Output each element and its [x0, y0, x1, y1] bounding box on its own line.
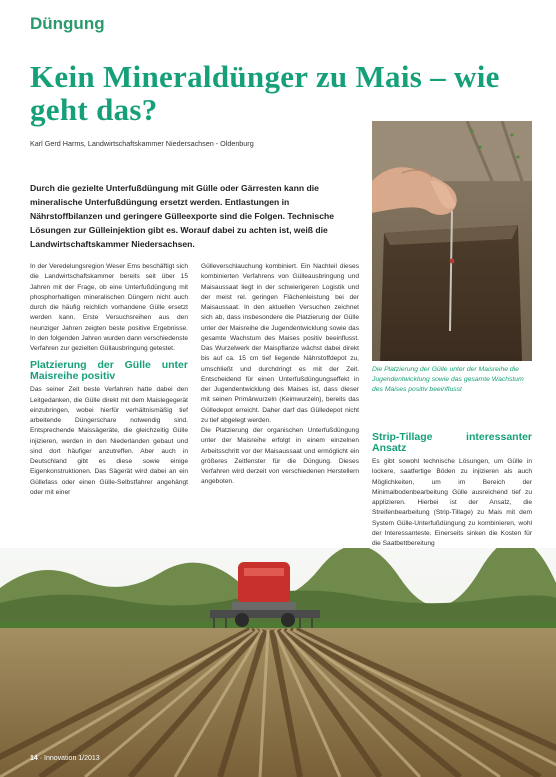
photo-caption: Die Platzierung der Gülle unter der Maisreihe die Jugendentwicklung sowie das gesamte Wachstum des Maises positiv beeinflusst: [372, 366, 524, 393]
column-3-paragraph-1: Es gibt sowohl technische Lösungen, um Gülle in lockere, saatfertige Böden zu injizieren als auch Möglichkeiten, um im Bereich der Minimalbodenbearbeitung Gülle ausreichend tief zu applizieren. Hierbei ist der Ansatz, die Streifenbearbeitung (Strip-Tillage) zu Mais mit dem System Gülle-Unterfußdüngung zu kombinieren, wohl der Interessanteste. Einerseits sinken die Kosten für die Saatbettbereitung: [372, 458, 532, 547]
column-2: [201, 262, 359, 488]
section-tag: Düngung: [30, 14, 105, 33]
page-footer: 14 · Innovation 1/2013: [30, 755, 100, 762]
magazine-issue: Innovation 1/2013: [44, 755, 100, 762]
column-2-paragraph-1: Gülleverschlauchung kombiniert. Ein Nachteil dieses kombinierten Verfahrens von Gülleausbringung und Maisaussaat liegt in der schwierigeren Logistik und der meist rel. geringen Flächenleistung bei der Maisaussaat. In den aktuellen Versuchen zeichnet sich ab, dass insbesondere die Platzierung der Gülle unter der Maisreihe die Jugendentwicklung sowie das gesamte Wachstum des Maises positiv beeinflusst. Das Wurzelwerk der Maispflanze wächst dabei direkt bis auf ca. 15 cm tief liegende Nährstoffdepot zu, umschließt und durchdringt es mit der Zeit. Entscheidend für einen Unterfußdüngungseffekt in der Jugendentwicklung des Maises ist, dass dieser mit seinen Primärwurzeln (Keimwurzeln), bereits das Gülledepot erreicht. Daher darf das Gülledepot nicht zu tief abgelegt werden.: [201, 263, 359, 424]
subheading-strip-tillage: Strip-Tillage interessanter Ansatz: [372, 431, 532, 454]
column-1-paragraph-1: In der Veredelungsregion Weser Ems beschäftigt sich die Landwirtschaftskammer bereits seit über 15 Jahren mit der Frage, ob eine Unterfußdüngung mit phosphorhaltigen mineralischen Düngern nicht auch durch die häufig reichlich vorhandene Gülle ersetzt werden kann. Erste Versuchsreihen aus den neunziger Jahren zeigten beste positive Ergebnisse. In den folgenden Jahren wurden dann verschiedenste Verfahren zur gezielten Güllausbringung getestet.: [30, 263, 188, 352]
column-2-paragraph-2: Die Platzierung der organischen Unterfußdüngung unter der Maisreihe erfolgt in einem einzelnen Arbeitsschritt vor der Maisaussaat und ermöglicht ein größeres Zeitfenster für die Düngung. Dieses Verfahren wird derzeit von verschiedenen Herstellern angeboten.: [201, 427, 359, 486]
article-headline: Kein Mineraldünger zu Mais – wie geht das?: [30, 59, 500, 127]
field-photo-illustration: [0, 548, 556, 777]
lead-paragraph: Durch die gezielte Unterfußdüngung mit Gülle oder Gärresten kann die mineralische Unterfußdüngung ersetzt werden. Entlastungen in Nährstoffbilanzen und geringere Gülleexporte sind die Folgen. Technische Lösungen zur Gülleinjektion gibt es. Worauf dabei zu achten ist, weiß die Landwirtschaftskammer Niedersachsen.: [30, 183, 335, 250]
column-1: [30, 262, 188, 498]
subheading-placement: Platzierung der Gülle unter Maisreihe positiv: [30, 359, 188, 383]
column-3: [372, 432, 532, 549]
author-byline: Karl Gerd Harms, Landwirtschaftskammer Niedersachsen - Oldenburg: [30, 139, 254, 148]
photo-hand-probe-soil: [372, 121, 532, 361]
page-number: 14: [30, 755, 38, 762]
column-1-paragraph-2: Das seiner Zeit beste Verfahren hatte dabei den Leitgedanken, die Gülle direkt mit dem Maislegegerät einzubringen, wobei hierfür verhältnismäßig tief arbeitende Düngerschare notwendig sind. Entsprechende Maissägeräte, die gleichzeitig Gülle injizieren, werden in den Niederlanden gebaut und sind dort häufiger anzutreffen. Aber auch in Deutschland gibt es diese sowie einige Eigenkonstruktionen. Das Sägerät wird dabei an ein Güllefass oder einen Gülle-Selbstfahrer angehängt oder mit einer: [30, 386, 188, 496]
soil-photo-illustration: [372, 121, 532, 361]
photo-field-tractor: [0, 548, 556, 777]
